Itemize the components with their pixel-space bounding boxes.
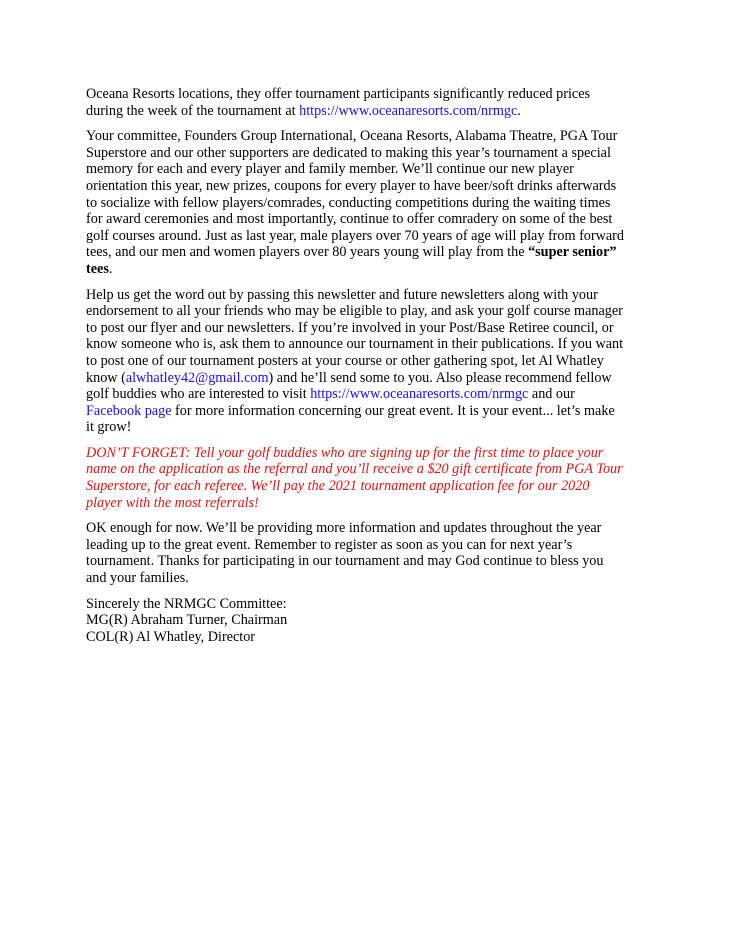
super-senior-tees-bold: “super senior” tees [86,244,617,277]
paragraph-committee [86,128,626,277]
paragraph-text: ) and he’ll send some to you. Also please recommend fellow golf buddies who are interested to visit [86,369,612,403]
paragraph-closing: OK enough for now. We’ll be providing more information and updates throughout the year leading up to the great event. Remember to register as soon as you can for next year’s tournament. Thanks for participating in our tournament and may God continue to bless you and your families. [86,520,604,587]
paragraph-text: Oceana Resorts locations, they offer tournament participants significantly reduced prices during the week of the tournament at [86,86,591,119]
paragraph-spread-word [86,287,626,436]
paragraph-text: Your committee, Founders Group International, Oceana Resorts, Alabama Theatre, PGA Tour Superstore and our other supporters are dedicated to making this year’s tournament a special memory for each and every player and family member. We’ll continue our new player orientation this year, new prizes, coupons for every player to have beer/soft drinks afterwards to socialize with fellow players/comrades, conducting competitions during the waiting times for award ceremonies and most importantly, continue to offer comradery on some of the best golf courses around. Just as last year, male players over 70 years of age will play from forward tees, and our men and women players over 80 years young will play from the [86,128,624,261]
paragraph-text: for more information concerning our great event. It is your event... let’s make it grow! [86,402,615,436]
signature-chairman: MG(R) Abraham Turner, Chairman [86,612,288,629]
paragraph-text: . [108,260,113,277]
referral-reminder: DON’T FORGET: Tell your golf buddies who are signing up for the first time to place your name on the application as the referral and you’ll receive a $20 gift certificate from PGA Tour Superstore, for each referee. We’ll pay the 2021 tournament application fee for our 2020 player with the most referrals! [86,444,623,511]
paragraph-text: Help us get the word out by passing this newsletter and future newsletters along with your endorsement to all your friends who may be eligible to play, and ask your golf course manager to post our flyer and our newsletters. If you’re involved in your Post/Base Retiree council, or know someone who is, ask them to announce our tournament in their publications. If you want to post one of our tournament posters at your course or other gathering spot, let Al Whatley know ( [86,286,624,386]
oceana-resorts-link[interactable]: https://www.oceanaresorts.com/nrmgc [299,102,518,119]
newsletter-page [86,86,626,654]
paragraph-text: and our [528,386,575,403]
oceana-resorts-link[interactable]: https://www.oceanaresorts.com/nrmgc [310,386,529,403]
signature-salutation: Sincerely the NRMGC Committee: [86,595,287,612]
signature-block [86,596,626,646]
paragraph-oceana-discount [86,86,626,119]
paragraph-text: . [517,102,521,119]
facebook-page-link[interactable]: Facebook page [86,402,172,419]
email-link[interactable]: alwhatley42@gmail.com [125,369,269,386]
signature-director: COL(R) Al Whatley, Director [86,628,256,645]
